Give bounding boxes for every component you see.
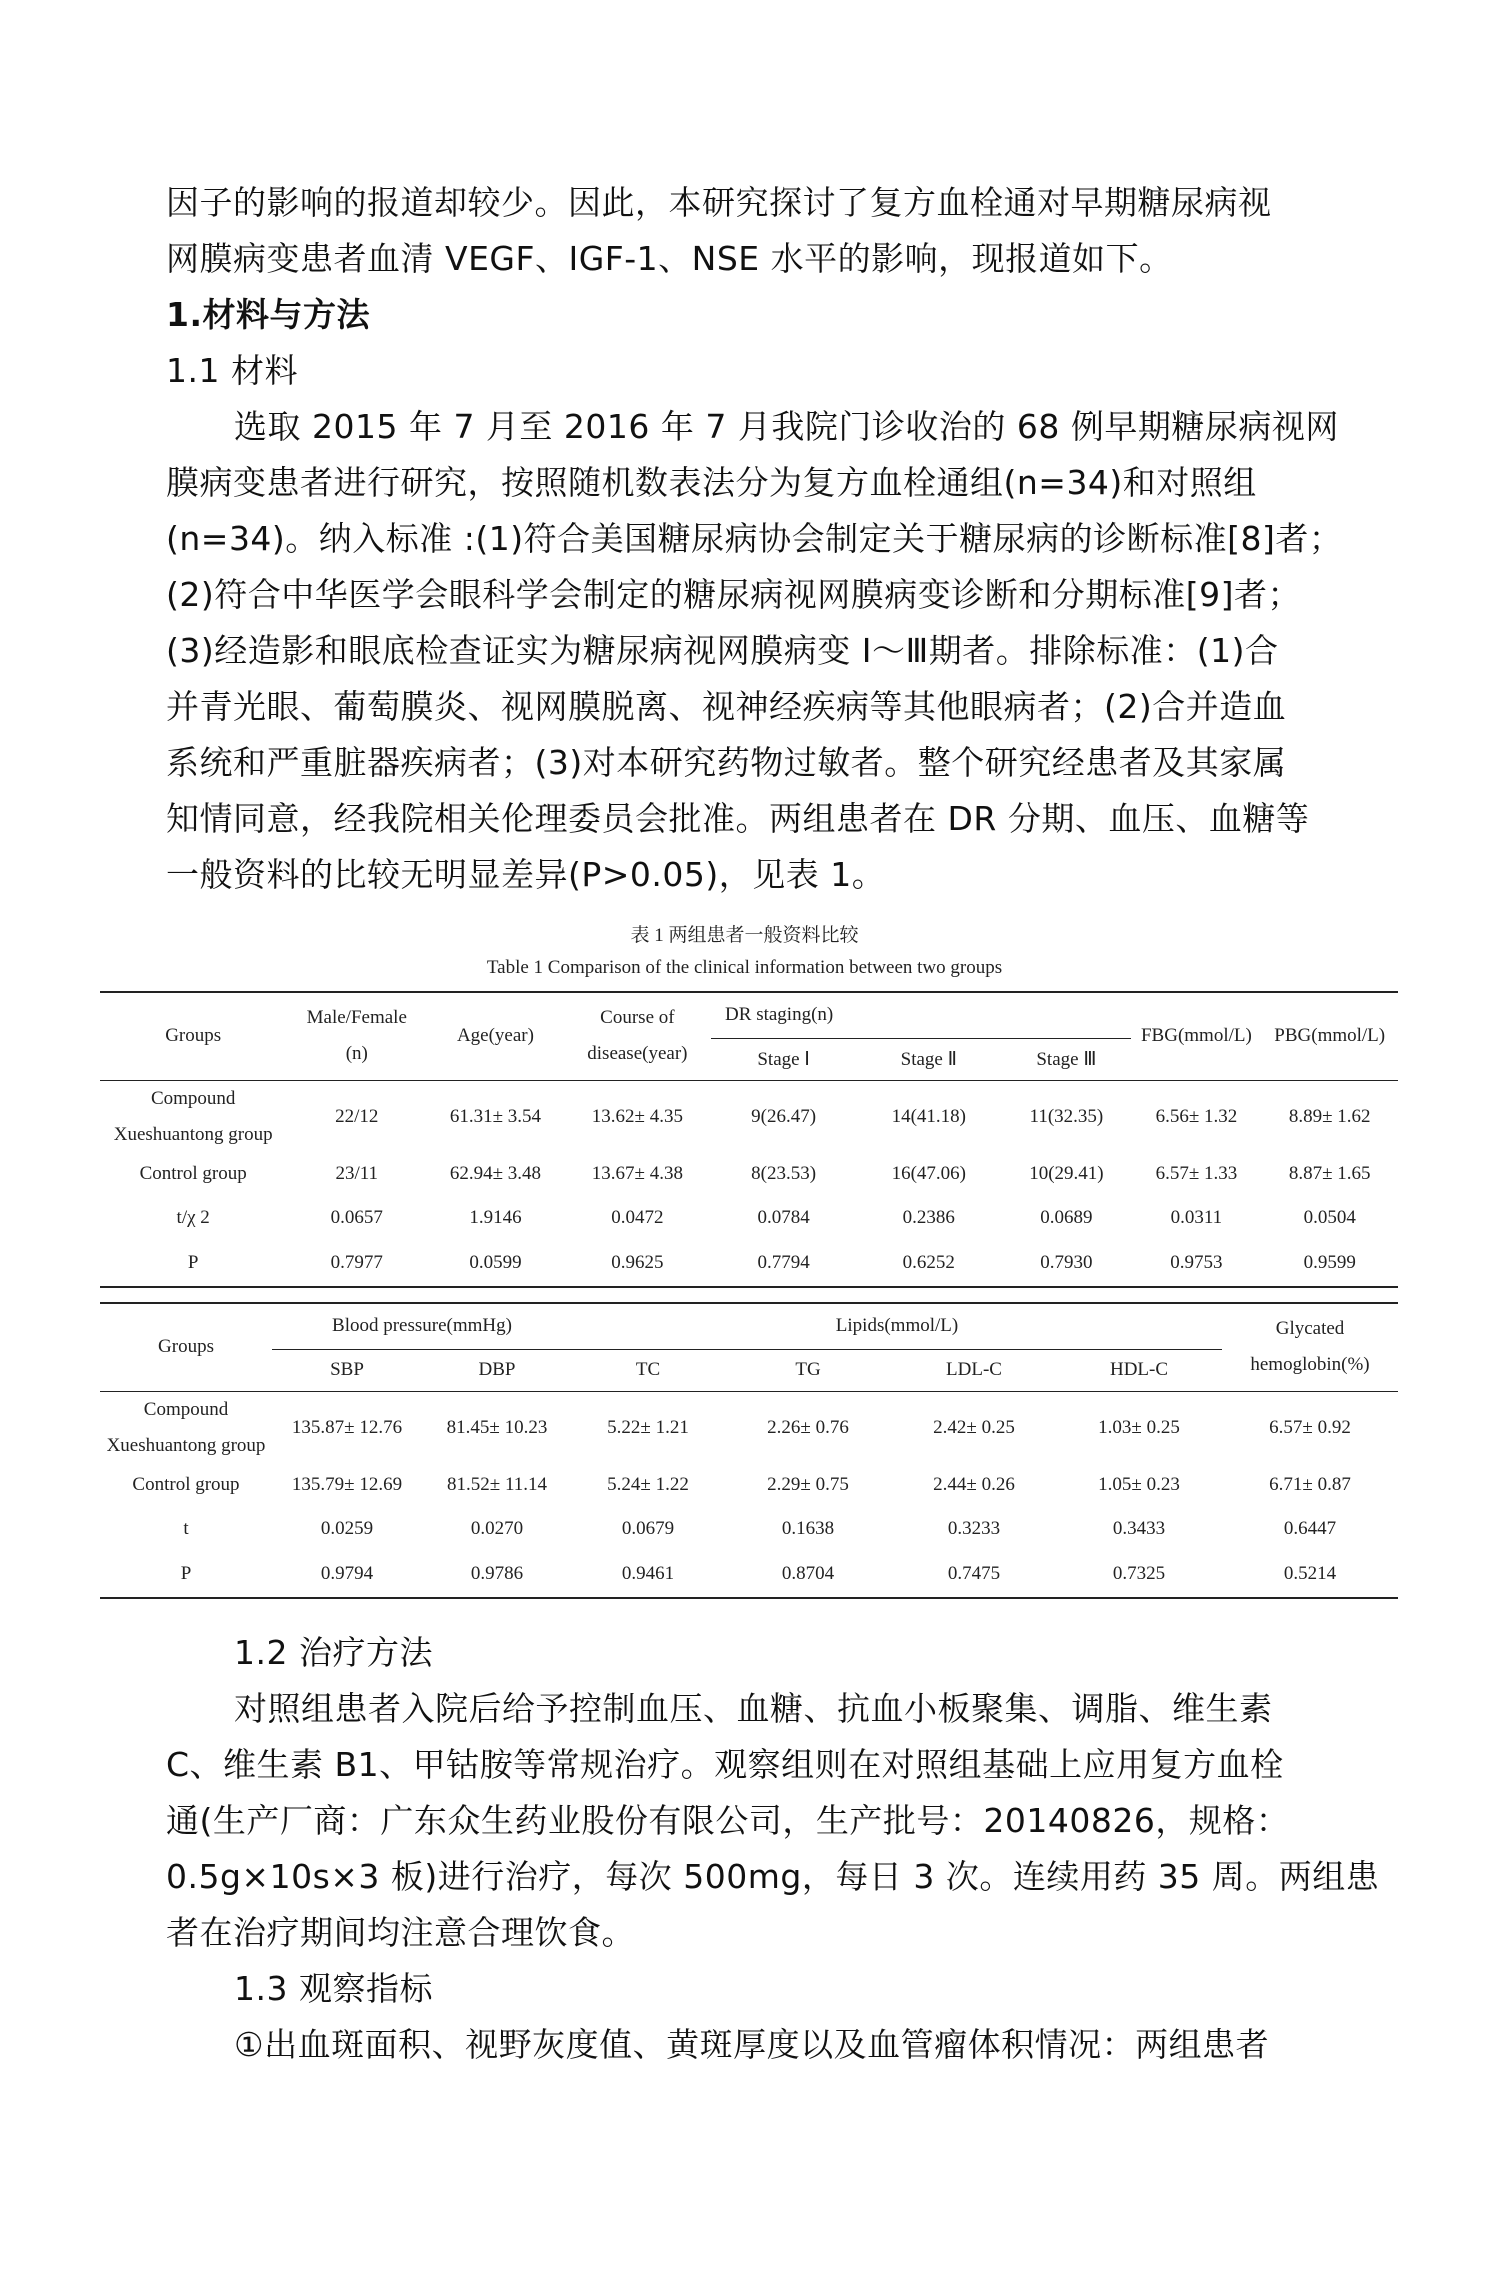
table-cell: 6.57± 1.33: [1155, 1162, 1238, 1184]
header-glycated-hemoglobin: [1222, 1303, 1398, 1391]
header-course: [564, 992, 711, 1080]
table-cell: 1.9146: [469, 1206, 522, 1228]
table-cell: 16(47.06): [891, 1162, 966, 1184]
header-sex: [286, 992, 427, 1080]
subsection-heading-materials: 1.1 材料: [166, 351, 298, 390]
table-cell: 8(23.53): [751, 1162, 817, 1184]
observation-line-1: ①出血斑面积、视野灰度值、黄斑厚度以及血管瘤体积情况：两组患者: [234, 2025, 1270, 2064]
row-group-label-line1: Compound: [150, 1087, 236, 1109]
header-ldl-c: LDL-C: [946, 1359, 1002, 1380]
table-cell: 0.0679: [621, 1517, 675, 1539]
table-cell: 0.1638: [781, 1517, 835, 1539]
table-cell: 81.45± 10.23: [422, 1391, 572, 1464]
table-cell: 0.9753: [1131, 1241, 1261, 1287]
table-cell: 1.05± 0.23: [1098, 1473, 1180, 1495]
table-cell: 1.03± 0.25: [1056, 1391, 1222, 1464]
table-cell: 13.67± 4.38: [591, 1162, 683, 1184]
table-cell: 8.87± 1.65: [1288, 1162, 1371, 1184]
header-hba-line2: hemoglobin(%): [1250, 1354, 1370, 1376]
header-stage-3: Stage Ⅲ: [1036, 1048, 1097, 1070]
table-cell: 0.8704: [724, 1552, 892, 1598]
row-group-label-line1: Compound: [143, 1398, 229, 1420]
table-cell: 0.9625: [564, 1241, 711, 1287]
header-tc: TC: [635, 1359, 661, 1380]
treatment-line-1: 对照组患者入院后给予控制血压、血糖、抗血小板聚集、调脂、维生素: [234, 1689, 1273, 1728]
table-cell: 0.6447: [1283, 1517, 1337, 1539]
table-caption-en: Table 1 Comparison of the clinical information between two groups: [486, 957, 1003, 978]
table-cell: 8.89± 1.62: [1261, 1080, 1398, 1153]
table-cell: 135.87± 12.76: [272, 1391, 422, 1464]
header-blood-pressure: Blood pressure(mmHg): [272, 1303, 572, 1349]
row-group-label: t/χ 2: [176, 1206, 210, 1228]
table-cell: 5.24± 1.22: [607, 1473, 689, 1495]
header-tg: TG: [795, 1359, 821, 1380]
table-cell: 0.0311: [1170, 1206, 1223, 1228]
row-group-label-line2: Xueshuantong group: [106, 1434, 266, 1456]
table-cell: 0.7325: [1056, 1552, 1222, 1598]
table-cell: 6.56± 1.32: [1131, 1080, 1261, 1153]
header-fbg: FBG(mmol/L): [1131, 992, 1261, 1080]
table-cell: 0.3233: [947, 1517, 1001, 1539]
materials-line-5: (3)经造影和眼底检查证实为糖尿病视网膜病变 Ⅰ～Ⅲ期者。排除标准：(1)合: [166, 631, 1279, 670]
table-cell: 0.7475: [892, 1552, 1056, 1598]
table-cell: 135.79± 12.69: [291, 1473, 403, 1495]
table-cell: 5.22± 1.21: [572, 1391, 724, 1464]
table-cell: 0.0599: [427, 1241, 564, 1287]
header-hba-line1: Glycated: [1275, 1318, 1345, 1340]
materials-line-3: (n=34)。纳入标准 :(1)符合美国糖尿病协会制定关于糖尿病的诊断标准[8]者；: [166, 519, 1343, 558]
row-group-label: Control group: [139, 1162, 247, 1184]
header-stage-2: Stage Ⅱ: [900, 1048, 957, 1070]
table-cell: 2.42± 0.25: [892, 1391, 1056, 1464]
intro-line-1: 因子的影响的报道却较少。因此，本研究探讨了复方血栓通对早期糖尿病视: [166, 183, 1272, 222]
treatment-line-5: 者在治疗期间均注意合理饮食。: [166, 1913, 635, 1952]
materials-line-9: 一般资料的比较无明显差异(P>0.05)，见表 1。: [166, 855, 886, 894]
header-groups: Groups: [100, 1303, 272, 1391]
table-cell: 0.0689: [1040, 1206, 1093, 1228]
header-pbg: PBG(mmol/L): [1261, 992, 1398, 1080]
row-group-label: [100, 1391, 272, 1464]
table-cell: 23/11: [335, 1162, 379, 1184]
table-clinical-info-part1: [100, 991, 1398, 1288]
treatment-line-4: 0.5g×10s×3 板)进行治疗，每次 500mg，每日 3 次。连续用药 35 周。两组患: [166, 1857, 1380, 1896]
row-group-label: P: [100, 1552, 272, 1598]
table-cell: 81.52± 11.14: [447, 1473, 547, 1495]
table-cell: 0.3433: [1112, 1517, 1166, 1539]
materials-line-8: 知情同意，经我院相关伦理委员会批准。两组患者在 DR 分期、血压、血糖等: [166, 799, 1310, 838]
table-cell: 0.9599: [1261, 1241, 1398, 1287]
table-cell: 0.7977: [286, 1241, 427, 1287]
table-cell: 0.9794: [272, 1552, 422, 1598]
table-cell: 10(29.41): [1029, 1162, 1104, 1184]
table-cell: 0.5214: [1222, 1552, 1398, 1598]
header-course-line2: disease(year): [587, 1043, 688, 1065]
row-group-label: P: [100, 1241, 286, 1287]
materials-line-4: (2)符合中华医学会眼科学会制定的糖尿病视网膜病变诊断和分期标准[9]者；: [166, 575, 1301, 614]
table-cell: 0.7930: [1001, 1241, 1131, 1287]
treatment-line-3: 通(生产厂商：广东众生药业股份有限公司，生产批号：20140826，规格：: [166, 1801, 1290, 1840]
table-cell: 2.29± 0.75: [767, 1473, 849, 1495]
header-dr-staging: DR staging(n): [711, 992, 1131, 1038]
table-cell: 2.26± 0.76: [724, 1391, 892, 1464]
table-caption-cn: 表 1 两组患者一般资料比较: [630, 925, 859, 946]
table-cell: 0.6252: [856, 1241, 1001, 1287]
header-dbp: DBP: [478, 1359, 516, 1380]
header-hdl-c: HDL-C: [1109, 1359, 1169, 1380]
row-group-label: t: [183, 1517, 189, 1539]
header-course-line1: Course of: [600, 1007, 675, 1029]
table-cell: 0.9461: [572, 1552, 724, 1598]
table-cell: 11(32.35): [1001, 1080, 1131, 1153]
table-cell: 13.62± 4.35: [564, 1080, 711, 1153]
table-cell: 0.0504: [1303, 1206, 1356, 1228]
header-stage-1: Stage Ⅰ: [757, 1048, 810, 1070]
header-age: Age(year): [427, 992, 564, 1080]
table-cell: 0.9786: [422, 1552, 572, 1598]
table-cell: 0.0270: [470, 1517, 524, 1539]
materials-line-7: 系统和严重脏器疾病者；(3)对本研究药物过敏者。整个研究经患者及其家属: [166, 743, 1287, 782]
subsection-heading-treatment: 1.2 治疗方法: [234, 1633, 433, 1672]
header-sbp: SBP: [330, 1359, 364, 1380]
row-group-label: [100, 1080, 286, 1153]
header-groups: Groups: [100, 992, 286, 1080]
table-cell: 22/12: [286, 1080, 427, 1153]
table-cell: 0.0259: [320, 1517, 374, 1539]
table-cell: 6.71± 0.87: [1269, 1473, 1351, 1495]
materials-line-6: 并青光眼、葡萄膜炎、视网膜脱离、视神经疾病等其他眼病者；(2)合并造血: [166, 687, 1287, 726]
materials-line-1: 选取 2015 年 7 月至 2016 年 7 月我院门诊收治的 68 例早期糖尿病视网: [234, 407, 1339, 446]
table-clinical-info-part2: [100, 1302, 1398, 1599]
table-cell: 62.94± 3.48: [449, 1162, 542, 1184]
table-cell: 2.44± 0.26: [933, 1473, 1015, 1495]
table-cell: 14(41.18): [856, 1080, 1001, 1153]
table-cell: 6.57± 0.92: [1222, 1391, 1398, 1464]
row-group-label: Control group: [132, 1473, 240, 1495]
row-group-label-line2: Xueshuantong group: [113, 1123, 273, 1145]
table-cell: 0.0472: [611, 1206, 664, 1228]
table-cell: 0.0784: [757, 1206, 810, 1228]
table-cell: 0.0657: [330, 1206, 383, 1228]
subsection-heading-observation: 1.3 观察指标: [234, 1969, 433, 2008]
header-sex-line1: Male/Female: [306, 1007, 407, 1029]
table-cell: 0.7794: [711, 1241, 856, 1287]
treatment-line-2: C、维生素 B1、甲钴胺等常规治疗。观察组则在对照组基础上应用复方血栓: [166, 1745, 1284, 1784]
table-cell: 0.2386: [902, 1206, 955, 1228]
materials-line-2: 膜病变患者进行研究，按照随机数表法分为复方血栓通组(n=34)和对照组: [166, 463, 1257, 502]
table-cell: 61.31± 3.54: [427, 1080, 564, 1153]
section-heading-materials-methods: 1.材料与方法: [166, 295, 370, 334]
header-sex-line2: (n): [345, 1043, 368, 1065]
intro-line-2: 网膜病变患者血清 VEGF、IGF-1、NSE 水平的影响，现报道如下。: [166, 239, 1173, 278]
header-lipids: Lipids(mmol/L): [572, 1303, 1222, 1349]
table-cell: 9(26.47): [711, 1080, 856, 1153]
